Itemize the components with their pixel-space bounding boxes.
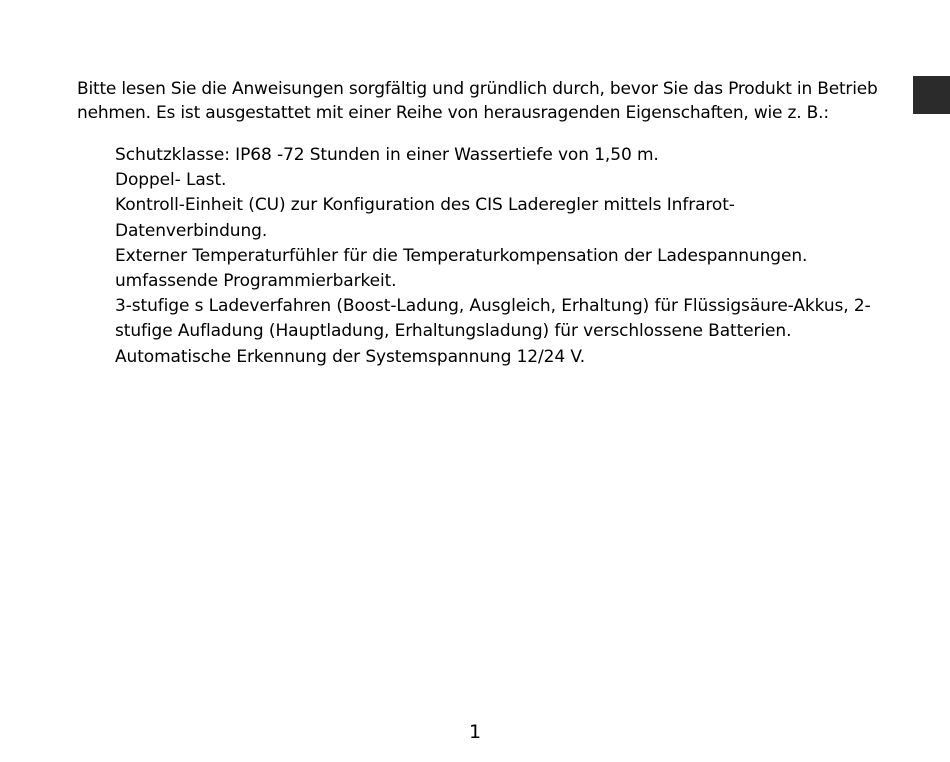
feature-text: Externer Temperaturfühler für die Temperaturkompensation der Ladespannungen. — [115, 245, 808, 266]
feature-text: Automatische Erkennung der Systemspannung 12/24 V. — [115, 346, 586, 367]
feature-text-continued: Datenverbindung. — [115, 220, 268, 241]
feature-text: 3-stufige s Ladeverfahren (Boost-Ladung, Ausgleich, Erhaltung) für Flüssigsäure-Akkus, 2- — [115, 296, 871, 317]
intro-line-1: Bitte lesen Sie die Anweisungen sorgfältig und gründlich durch, bevor Sie das Produkt in Betrieb — [77, 79, 878, 99]
feature-text: Doppel- Last. — [115, 170, 227, 191]
feature-text: Kontroll-Einheit (CU) zur Konfiguration des CIS Laderegler mittels Infrarot- — [115, 195, 735, 216]
feature-text-continued: stufige Aufladung (Hauptladung, Erhaltungsladung) für verschlossene Batterien. — [115, 321, 792, 342]
intro-paragraph — [77, 77, 877, 125]
feature-text: Schutzklasse: IP68 -72 Stunden in einer Wassertiefe von 1,50 m. — [115, 145, 659, 165]
feature-item — [115, 193, 885, 243]
feature-item — [115, 244, 885, 269]
feature-item — [115, 345, 885, 370]
feature-item — [115, 269, 885, 294]
feature-item — [115, 143, 885, 168]
feature-item — [115, 294, 885, 344]
feature-list — [115, 143, 885, 370]
feature-text: umfassende Programmierbarkeit. — [115, 271, 397, 292]
intro-line-2: nehmen. Es ist ausgestattet mit einer Reihe von herausragenden Eigenschaften, wie z. B.: — [77, 103, 829, 123]
feature-item — [115, 168, 885, 193]
page-number: 1 — [468, 721, 482, 743]
section-tab-marker — [913, 76, 950, 114]
